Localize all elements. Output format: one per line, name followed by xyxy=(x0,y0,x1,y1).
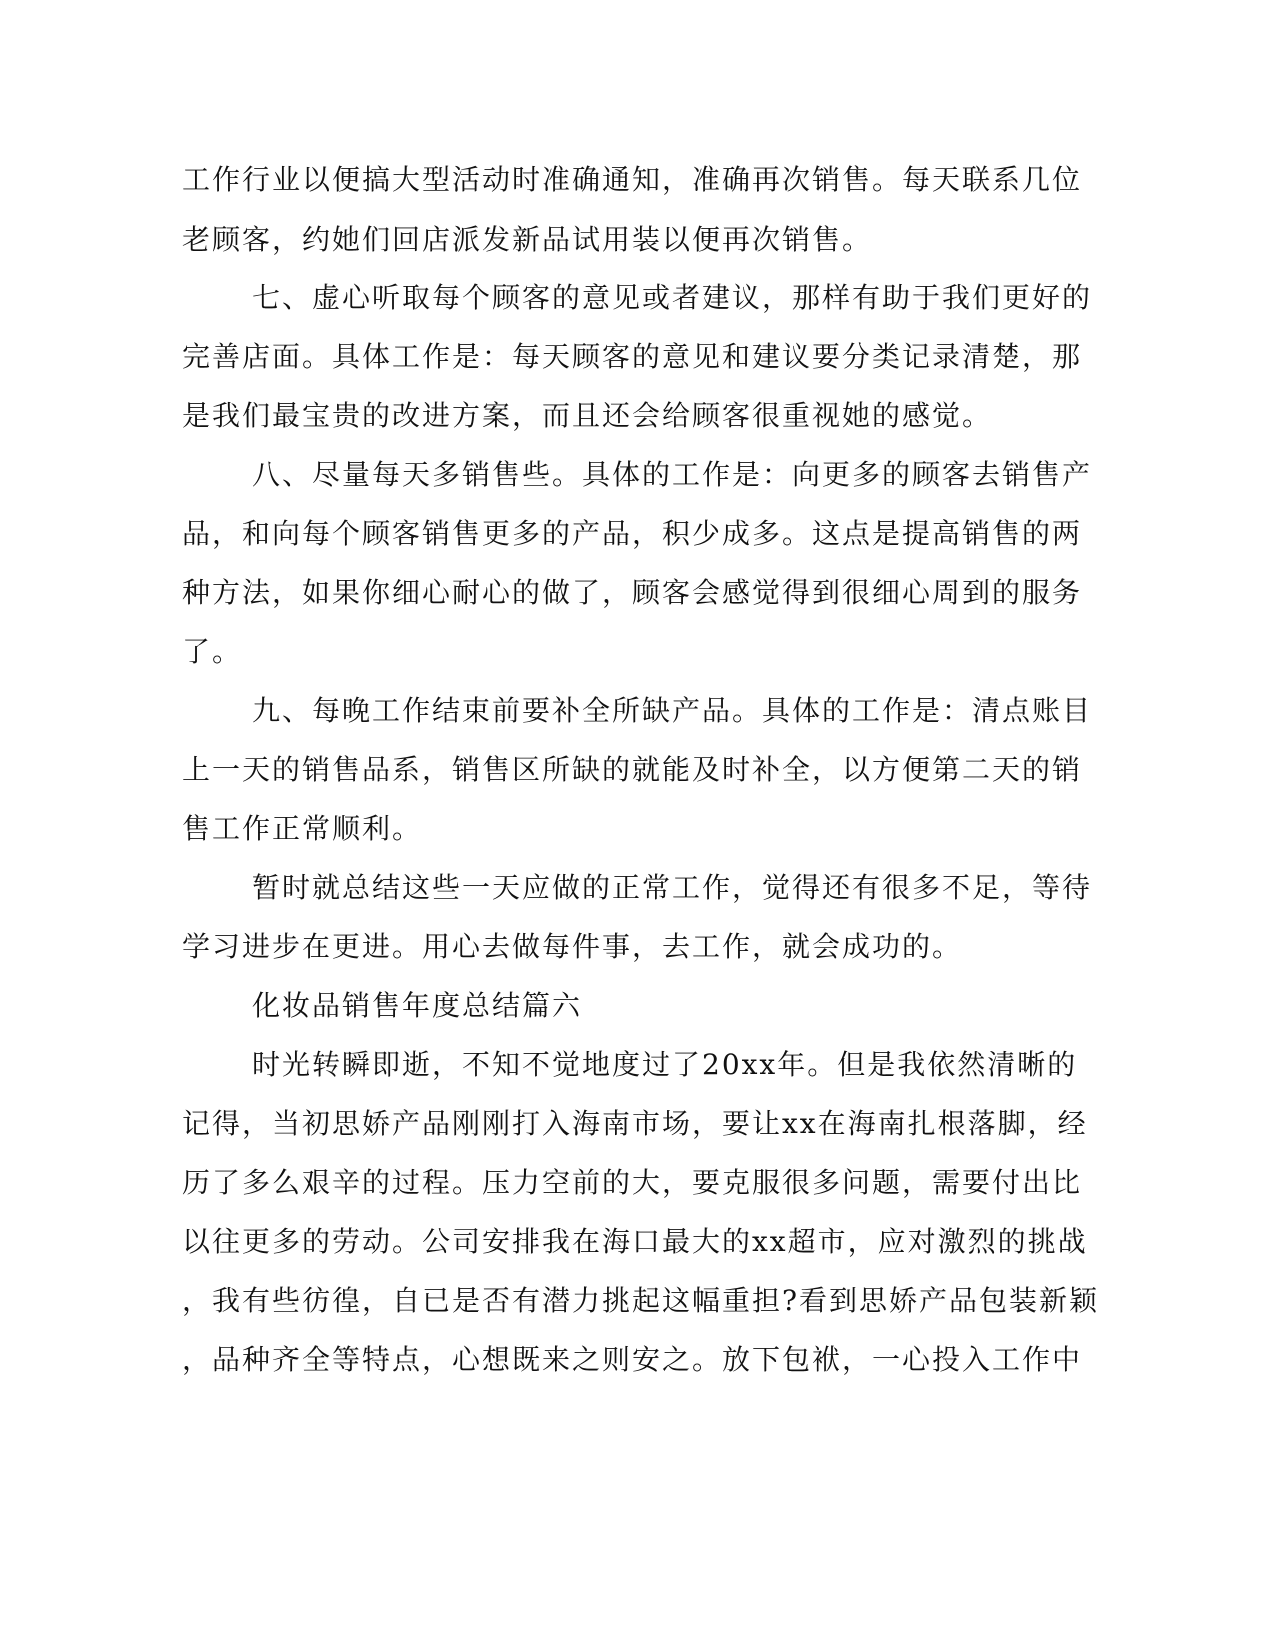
text-line: 是我们最宝贵的改进方案，而且还会给顾客很重视她的感觉。 xyxy=(182,399,993,432)
paragraph-eight-start: 八、尽量每天多销售些。具体的工作是：向更多的顾客去销售产 xyxy=(252,458,1093,491)
text-line: 完善店面。具体工作是：每天顾客的意见和建议要分类记录清楚，那 xyxy=(182,340,1083,373)
text-line: 了。 xyxy=(182,635,243,668)
text-line: 售工作正常顺利。 xyxy=(182,812,423,845)
text-line: 上一天的销售品系，销售区所缺的就能及时补全，以方便第二天的销 xyxy=(182,753,1083,786)
text-line: ，我有些彷徨，自已是否有潜力挑起这幅重担?看到思娇产品包装新颖 xyxy=(182,1284,1100,1317)
summary-paragraph-start: 暂时就总结这些一天应做的正常工作，觉得还有很多不足，等待 xyxy=(252,871,1093,904)
text-line: 记得，当初思娇产品刚刚打入海南市场，要让xx在海南扎根落脚，经 xyxy=(182,1107,1088,1140)
text-line: 以往更多的劳动。公司安排我在海口最大的xx超市，应对激烈的挑战 xyxy=(182,1225,1088,1258)
paragraph-seven-start: 七、虚心听取每个顾客的意见或者建议，那样有助于我们更好的 xyxy=(252,281,1093,314)
text-line: 历了多么艰辛的过程。压力空前的大，要克服很多问题，需要付出比 xyxy=(182,1166,1083,1199)
text-line: 品，和向每个顾客销售更多的产品，积少成多。这点是提高销售的两 xyxy=(182,517,1083,550)
text-line: 种方法，如果你细心耐心的做了，顾客会感觉得到很细心周到的服务 xyxy=(182,576,1083,609)
text-line: 学习进步在更进。用心去做每件事，去工作，就会成功的。 xyxy=(182,930,963,963)
paragraph-nine-start: 九、每晚工作结束前要补全所缺产品。具体的工作是：清点账目 xyxy=(252,694,1093,727)
section-heading: 化妆品销售年度总结篇六 xyxy=(252,989,583,1022)
section-paragraph-start: 时光转瞬即逝，不知不觉地度过了20xx年。但是我依然清晰的 xyxy=(252,1048,1078,1081)
text-line: 工作行业以便搞大型活动时准确通知，准确再次销售。每天联系几位 xyxy=(182,163,1083,196)
text-line: ，品种齐全等特点，心想既来之则安之。放下包袱，一心投入工作中 xyxy=(182,1343,1083,1376)
text-line: 老顾客，约她们回店派发新品试用装以便再次销售。 xyxy=(182,223,873,256)
